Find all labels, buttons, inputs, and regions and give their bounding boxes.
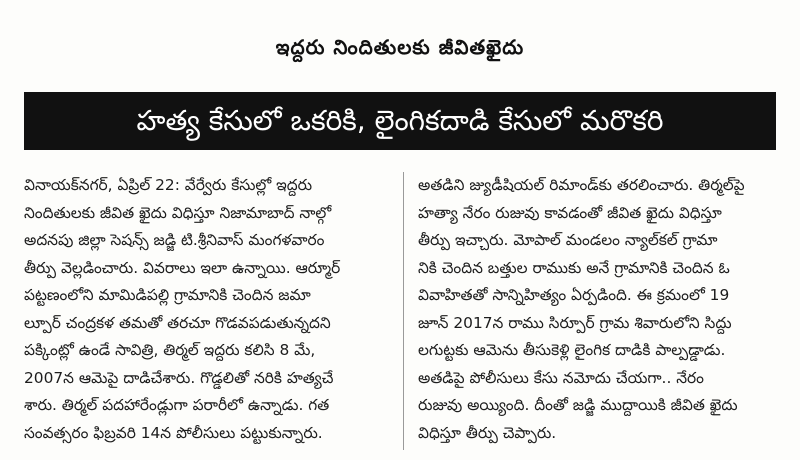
article-line: రుజువు అయ్యింది. దీంతో జడ్జి ముద్దాయికి జీవిత ఖైదు: [418, 396, 738, 414]
article-line: హత్యా నేరం రుజువు కావడంతో జీవిత ఖైదు విధిస్తూ: [418, 203, 722, 222]
subheadline: హత్య కేసులో ఒకరికి, లైంగికదాడి కేసులో మరొకరి: [136, 104, 664, 137]
article-line: లగుట్టకు ఆమెను తీసుకెళ్లి లైంగిక దాడికి పాల్పడ్డాడు.: [418, 341, 726, 359]
article-column-right: [404, 172, 784, 450]
article-line: పట్టణంలోని మామిడిపల్లి గ్రామానికి చెందిన జమా: [24, 286, 311, 304]
article-column-left: [24, 172, 404, 450]
article-line: తీర్పు వెల్లడించారు. వివరాలు ఇలా ఉన్నాయి. ఆర్మూర్: [24, 258, 341, 277]
article-line: అతడిని జ్యుడీషియల్ రిమాండ్‌కు తరలించారు. తిర్మల్‌పై: [418, 176, 745, 194]
article-line: ల్పూర్ చంద్రకళ తమతో తరచూ గొడవపడుతున్నదని: [24, 313, 331, 332]
article-line: వివాహితతో సాన్నిహిత్యం ఏర్పడింది. ఈ క్రమంలో 19: [418, 286, 730, 304]
article-line: నిందితులకు జీవిత ఖైదు విధిస్తూ నిజామాబాద్ నాల్గో: [24, 203, 332, 222]
article-line: సంవత్సరం ఫిబ్రవరి 14న పోలీసులు పట్టుకున్నారు.: [24, 423, 323, 442]
article-line: జూన్ 2017న రాము సిర్పూర్ గ్రామ శివారులోని సిద్దు: [418, 313, 732, 332]
article-line: నికి చెందిన బత్తుల రాముకు అనే గ్రామానికి చెందిన ఓ: [418, 258, 730, 277]
headline: ఇద్దరు నిందితులకు జీవితఖైదు: [275, 35, 525, 59]
subheadline-band: [24, 92, 776, 150]
article-line: తీర్పు ఇచ్చారు. మోపాల్ మండలం న్యాల్‌కల్ గ్రామా: [418, 231, 718, 249]
article-body: [24, 172, 784, 450]
article-line: వినాయక్‌నగర్, ఏప్రిల్ 22: వేర్వేరు కేసుల్లో ఇద్దరు: [24, 176, 313, 194]
article-line: అతడిపై పోలీసులు కేసు నమోదు చేయగా.. నేరం: [418, 368, 704, 387]
article-line: శారు. తిర్మల్ పదహారేండ్లుగా పరారీలో ఉన్నాడు. గత: [24, 396, 330, 414]
article-line: అదనపు జిల్లా సెషన్స్ జడ్జి టి.శ్రీనివాస్ మంగళవారం: [24, 231, 325, 249]
article-line: 2007న ఆమెపై దాడిచేశారు. గొడ్డలితో నరికి హత్యచే: [24, 368, 334, 387]
article-line: పక్కింట్లో ఉండే సావిత్రి, తిర్మల్ ఇద్దరు కలిసి 8 మే,: [24, 341, 316, 359]
article-line: విధిస్తూ తీర్పు చెప్పారు.: [418, 423, 557, 442]
